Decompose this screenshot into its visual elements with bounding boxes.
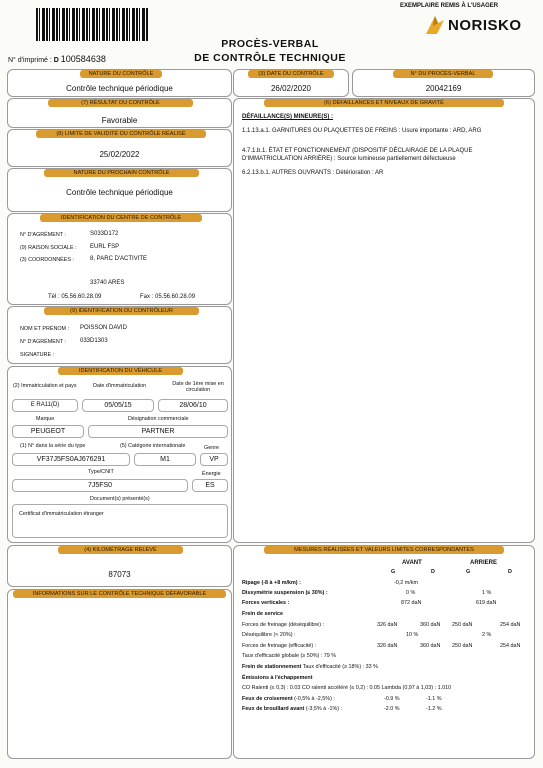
controleur-header: (9) IDENTIFICATION DU CONTRÔLEUR	[44, 307, 199, 315]
mesures-header: MESURES RÉALISÉES ET VALEURS LIMITES CORRESPONDANTES	[264, 546, 504, 554]
docs-value: Certificat d'immatriculation étranger	[19, 511, 104, 517]
defaillances-title: DÉFAILLANCE(S) MINEURE(S) :	[242, 114, 333, 120]
serie-value: VF37J5FS0AJ676291	[12, 453, 130, 466]
dissym-avant: 0 %	[406, 590, 416, 596]
forces-vert-arriere: 619 daN	[476, 600, 497, 606]
arriere-header: ARRIERE	[470, 560, 498, 566]
norisko-logo-icon	[424, 14, 446, 36]
date-controle-box	[233, 69, 349, 97]
brouillard-d: -1.2 %	[426, 706, 442, 712]
centre-raison-label: (9) RAISON SOCIALE :	[20, 245, 77, 251]
croisement-g: -0.9 %	[384, 696, 400, 702]
vehicule-box	[7, 366, 232, 543]
resultat-header: (7) RÉSULTAT DU CONTRÔLE	[48, 99, 193, 107]
brouillard-range: (-3,5% à -1%) :	[305, 706, 343, 712]
prochain-controle-header: NATURE DU PROCHAIN CONTRÔLE	[44, 169, 199, 177]
immat-value: E RA11(D)	[12, 399, 78, 412]
arriere-g: G	[466, 569, 471, 575]
arriere-d: D	[508, 569, 512, 575]
infos-defavorable-header: INFORMATIONS SUR LE CONTRÔLE TECHNIQUE DÉFAVORABLE	[13, 590, 226, 598]
controleur-box	[7, 306, 232, 364]
fdeseq-value: 360 daN	[420, 622, 441, 628]
kilometrage-value: 87073	[108, 570, 131, 579]
defaillance-item: 1.1.13.a.1. GARNITURES OU PLAQUETTES DE FREINS : Usure importante : ARD, ARG	[242, 128, 482, 134]
date-mise-label: Date de 1ère mise en circulation	[172, 381, 224, 393]
infos-defavorable-box	[7, 589, 232, 759]
marque-value: PEUGEOT	[12, 425, 84, 438]
exemplaire-label: EXEMPLAIRE REMIS À L'USAGER	[400, 3, 499, 9]
feff-value: 326 daN	[377, 643, 398, 649]
centre-fax: Fax : 05.56.60.28.09	[140, 294, 196, 300]
frein-service-label: Frein de service	[242, 611, 284, 617]
croisement-label: Feux de croisement	[242, 696, 293, 702]
defaillance-item: 4.7.1.b.1. ÉTAT ET FONCTIONNEMENT (DISPOSITIF DÉCLAIRAGE DE LA PLAQUE D'IMMATRICULATION ARRIÈRE) : Source lumineuse partiellement défectueuse	[242, 148, 473, 162]
centre-ville: 33740 ARES	[90, 280, 125, 286]
stationnement-value: Taux d'efficacité (≥ 18%) : 33 %	[302, 664, 378, 670]
type-label: Type/CNIT	[88, 469, 114, 475]
designation-label: Désignation commerciale	[128, 416, 189, 422]
feff-value: 254 daN	[500, 643, 521, 649]
centre-header: IDENTIFICATION DU CENTRE DE CONTRÔLE	[40, 214, 202, 222]
fdeseq-value: 326 daN	[377, 622, 398, 628]
limite-validite-value: 25/02/2022	[99, 150, 140, 159]
docs-label: Document(s) présenté(s)	[90, 496, 150, 502]
limite-validite-box	[7, 129, 232, 167]
nature-controle-header: NATURE DU CONTRÔLE	[80, 70, 162, 78]
centre-agrement-label: N° D'AGRÉMENT :	[20, 232, 66, 238]
feff-value: 250 daN	[452, 643, 473, 649]
kilometrage-box	[7, 545, 232, 587]
controleur-agrement-value: 033D1303	[80, 338, 108, 344]
controleur-nom-value: POISSON DAVID	[80, 325, 127, 331]
brand-name: NORISKO	[448, 17, 522, 34]
prochain-controle-value: Contrôle technique périodique	[66, 188, 173, 197]
croisement-range: (-0,5% à -2,5%) :	[294, 696, 335, 702]
defaillances-box	[233, 98, 535, 543]
feff-label: Forces de freinage (efficacité) :	[242, 643, 317, 649]
centre-box	[7, 213, 232, 305]
type-value: 7J5FS0	[12, 479, 188, 492]
deseq-arriere: 2 %	[482, 632, 492, 638]
prochain-controle-box	[7, 168, 232, 212]
centre-tel: Tél : 05.56.60.28.09	[48, 294, 102, 300]
fdeseq-value: 250 daN	[452, 622, 473, 628]
serie-label: (1) N° dans la série du type	[20, 443, 86, 449]
croisement-d: -1.1 %	[426, 696, 442, 702]
deseq-label: Déséquilibre (< 20%) :	[242, 632, 296, 638]
controleur-signature-label: SIGNATURE :	[20, 352, 55, 358]
feff-value: 360 daN	[420, 643, 441, 649]
pv-number-value: 20042169	[425, 84, 462, 93]
pv-number-header: N° DU PROCÈS-VERBAL	[393, 70, 493, 78]
ripage-label: Ripage (-8 à +8 m/km) :	[242, 580, 301, 586]
date-mise-value: 28/06/10	[158, 399, 228, 412]
nature-controle-box	[7, 69, 232, 97]
centre-agrement-value: S033D172	[90, 231, 119, 237]
co-line: CO Ralenti (≤ 0,3) : 0.03 CO ralenti accéléré (≤ 0,2) : 0.05 Lambda (0,97 à 1,03) : 1.010	[242, 685, 452, 691]
resultat-box	[7, 98, 232, 128]
brouillard-g: -2.0 %	[384, 706, 400, 712]
deseq-avant: 10 %	[406, 632, 419, 638]
stationnement-row	[242, 664, 378, 670]
fdeseq-value: 254 daN	[500, 622, 521, 628]
date-immat-value: 05/05/15	[82, 399, 154, 412]
title-line-1: PROCÈS-VERBAL	[221, 38, 319, 50]
defaillances-header: (6) DÉFAILLANCES ET NIVEAUX DE GRAVITÉ	[264, 99, 504, 107]
imprime-value: 100584638	[60, 54, 106, 64]
resultat-value: Favorable	[101, 116, 138, 125]
stationnement-label: Frein de stationnement	[242, 664, 302, 670]
pv-number-box	[352, 69, 535, 97]
croisement-row	[242, 696, 335, 702]
docs-field	[12, 504, 228, 538]
dissym-label: Dissymétrie suspension (≤ 30%) :	[242, 590, 328, 596]
marque-label: Marque	[36, 416, 55, 422]
nature-controle-value: Contrôle technique périodique	[66, 84, 173, 93]
controleur-nom-label: NOM ET PRÉNOM :	[20, 326, 70, 332]
centre-coord-value: 8, PARC D'ACTIVITE	[90, 256, 148, 262]
forces-vert-label: Forces verticales :	[242, 600, 290, 606]
brouillard-row	[242, 706, 342, 712]
imprime-number	[8, 54, 106, 64]
fdeseq-label: Forces de freinage (déséquilibre) :	[242, 622, 325, 628]
barcode	[36, 8, 148, 41]
imprime-label: N° d'imprimé :	[8, 57, 52, 64]
title-line-2: DE CONTRÔLE TECHNIQUE	[194, 52, 346, 64]
categorie-value: M1	[134, 453, 196, 466]
kilometrage-header: (4) KILOMÉTRAGE RELEVÉ	[58, 546, 183, 554]
date-controle-header: (3) DATE DU CONTRÔLE	[248, 70, 334, 78]
brouillard-label: Feux de brouillard avant	[242, 706, 305, 712]
avant-d: D	[431, 569, 435, 575]
emissions-label: Émissions à l'échappement	[242, 675, 313, 681]
forces-vert-avant: 872 daN	[401, 600, 422, 606]
designation-value: PARTNER	[88, 425, 228, 438]
energie-label: Énergie	[202, 471, 221, 477]
categorie-label: (5) Catégorie internationale	[120, 443, 186, 449]
date-controle-value: 26/02/2020	[270, 84, 312, 93]
taux-efficacite: Taux d'efficacité globale (≥ 50%) : 79 %	[242, 653, 337, 659]
avant-header: AVANT	[402, 560, 422, 566]
defaillance-item: 6.2.13.b.1. AUTRES OUVRANTS : Détérioration : AR	[242, 170, 384, 176]
vehicule-header: IDENTIFICATION DU VÉHICULE	[58, 367, 183, 375]
ripage-value: -0,2 m/km	[394, 580, 418, 586]
date-immat-label: Date d'immatriculation	[93, 383, 147, 389]
mesures-box	[233, 545, 535, 759]
limite-validite-header: (8) LIMITE DE VALIDITÉ DU CONTRÔLE RÉALISÉ	[36, 130, 206, 138]
imprime-prefix: D	[53, 57, 59, 64]
energie-value: ES	[192, 479, 228, 492]
genre-label: Genre	[204, 445, 219, 451]
genre-value: VP	[200, 453, 228, 466]
centre-raison-value: EURL FSP	[90, 244, 120, 250]
centre-coord-label: (3) COORDONNÉES :	[20, 257, 74, 263]
immat-label: (2) Immatriculation et pays	[13, 383, 77, 389]
dissym-arriere: 1 %	[482, 590, 492, 596]
controleur-agrement-label: N° D'AGRÉMENT :	[20, 339, 66, 345]
avant-g: G	[391, 569, 396, 575]
